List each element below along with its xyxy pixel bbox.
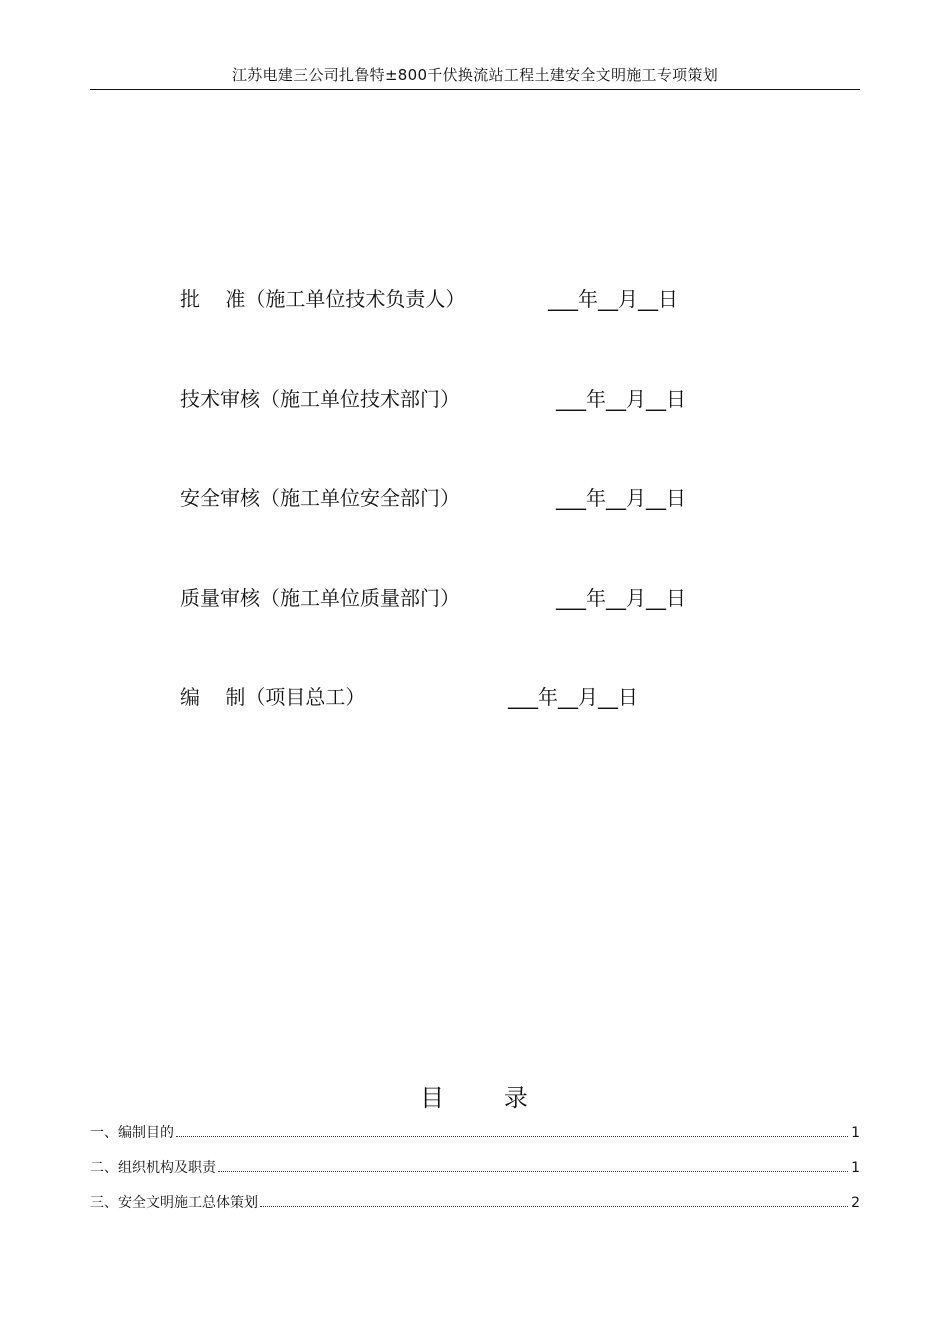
signoff-label: 编 制（项目总工）	[180, 685, 366, 709]
toc-list	[90, 1120, 860, 1225]
toc-leader-dots	[260, 1190, 848, 1207]
toc-entry-text: 二、组织机构及职责	[90, 1160, 216, 1176]
signoff-label: 批 准（施工单位技术负责人）	[180, 287, 466, 311]
signoff-date: ___年__月__日	[556, 586, 686, 610]
toc-leader-dots	[176, 1120, 848, 1137]
toc-entry[interactable]	[90, 1190, 860, 1225]
toc-entry-page: 1	[851, 1160, 860, 1176]
signoff-label: 技术审核（施工单位技术部门）	[180, 387, 460, 411]
toc-entry[interactable]	[90, 1155, 860, 1190]
signoff-date: ___年__月__日	[556, 486, 686, 510]
signoff-date: ___年__月__日	[508, 685, 638, 709]
signoff-date: ___年__月__日	[548, 287, 678, 311]
signoff-label: 质量审核（施工单位质量部门）	[180, 586, 460, 610]
signoff-date: ___年__月__日	[556, 387, 686, 411]
toc-title: 目 录	[420, 1084, 530, 1112]
toc-entry-page: 1	[851, 1125, 860, 1141]
header-rule	[90, 89, 860, 90]
toc-entry[interactable]	[90, 1120, 860, 1155]
toc-leader-dots	[218, 1155, 848, 1172]
toc-entry-page: 2	[851, 1195, 860, 1211]
toc-entry-text: 三、安全文明施工总体策划	[90, 1195, 258, 1211]
signoff-label: 安全审核（施工单位安全部门）	[180, 486, 460, 510]
page-header: 江苏电建三公司扎鲁特±800千伏换流站工程土建安全文明施工专项策划	[231, 66, 719, 84]
toc-entry-text: 一、编制目的	[90, 1125, 174, 1141]
